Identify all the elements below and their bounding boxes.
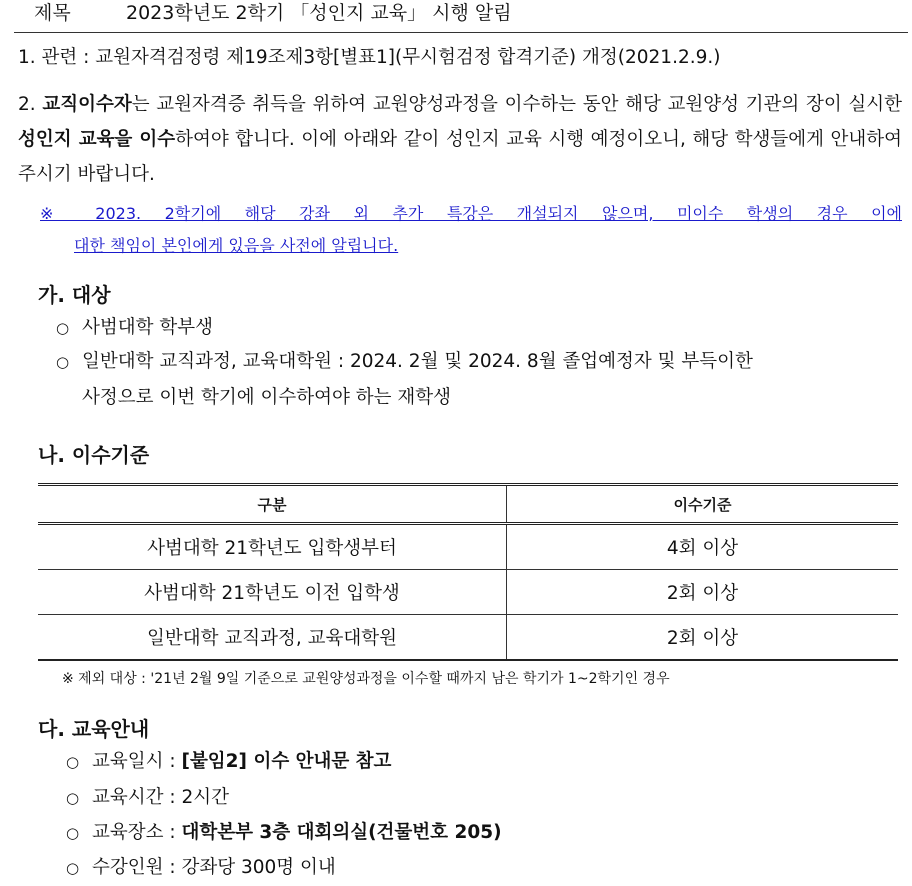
table-cell-category: 일반대학 교직과정, 교육대학원 — [38, 615, 507, 661]
subject-label: 제목 — [34, 2, 71, 24]
table-row — [38, 615, 898, 661]
item-2-number: 2. — [18, 94, 36, 115]
table-cell-category: 사범대학 21학년도 입학생부터 — [38, 524, 507, 570]
warning-note-line-1: ※ 2023. 2학기에 해당 강좌 외 추가 특강은 개설되지 않으며, 미이수 학생의 경우 이에 — [40, 204, 902, 223]
table-cell-category: 사범대학 21학년도 이전 입학생 — [38, 570, 507, 615]
bullet-circle-icon: ○ — [66, 753, 80, 771]
bullet-circle-icon: ○ — [56, 319, 70, 337]
table-row — [38, 524, 898, 570]
bullet-circle-icon: ○ — [56, 353, 70, 371]
criteria-table — [38, 483, 898, 661]
bullet-circle-icon: ○ — [66, 859, 80, 877]
exclusion-note: ※ 제외 대상 : '21년 2월 9일 기준으로 교원양성과정을 이수할 때까지 남은 학기가 1~2학기인 경우 — [62, 671, 670, 687]
bullet-circle-icon: ○ — [66, 789, 80, 807]
section-c-heading: 다. 교육안내 — [38, 717, 150, 741]
warning-note — [40, 198, 902, 262]
warning-note-line-2: 대한 책임이 본인에게 있음을 사전에 알립니다. — [74, 236, 399, 255]
item-2-paragraph — [18, 87, 902, 192]
table-cell-criteria: 2회 이상 — [507, 570, 899, 615]
table-cell-criteria: 2회 이상 — [507, 615, 899, 661]
item-2-text-2: 하여야 합니다. 이에 아래와 같이 성인지 교육 시행 예정이오니, 해당 학생들에게 안내하여 주시기 바랍니다. — [18, 129, 902, 185]
item-2-bold-subject: 교직이수자 — [42, 94, 132, 115]
section-a-heading: 가. 대상 — [38, 283, 111, 307]
section-b-heading: 나. 이수기준 — [38, 443, 150, 467]
bullet-circle-icon: ○ — [66, 824, 80, 842]
document-title: 2023학년도 2학기 「성인지 교육」 시행 알림 — [126, 2, 512, 24]
table-header-row — [38, 485, 898, 524]
column-header-criteria: 이수기준 — [507, 485, 899, 524]
table-row — [38, 570, 898, 615]
item-1-reference: 1. 관련 : 교원자격검정령 제19조제3항[별표1](무시험검정 합격기준) 개정(2021.2.9.) — [18, 47, 721, 68]
table-cell-criteria: 4회 이상 — [507, 524, 899, 570]
document-header — [22, 0, 908, 30]
header-divider — [14, 32, 908, 33]
column-header-category: 구분 — [38, 485, 507, 524]
item-2-text-1: 는 교원자격증 취득을 위하여 교원양성과정을 이수하는 동안 해당 교원양성 기관의 장이 실시한 — [131, 94, 902, 115]
item-2-bold-requirement: 성인지 교육을 이수 — [18, 129, 176, 150]
